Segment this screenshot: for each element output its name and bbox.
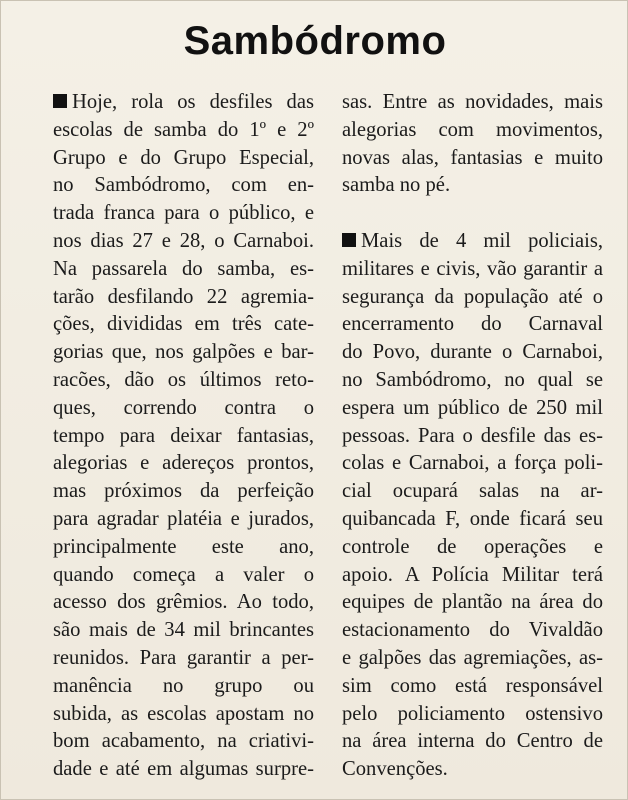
text-line: dade e até em algumas surpre- bbox=[53, 758, 314, 781]
column-right bbox=[342, 89, 603, 789]
text-line: cial ocupará salas na ar- bbox=[342, 480, 603, 503]
text-line: pessoas. Para o desfile das es- bbox=[342, 424, 603, 447]
text-line: racões, dão os últimos reto- bbox=[53, 368, 314, 391]
text-line: equipes de plantão na área do bbox=[342, 591, 603, 614]
text-line: espera um público de 250 mil bbox=[342, 396, 603, 419]
text-line: quibancada F, onde ficará seu bbox=[342, 507, 603, 530]
text-line: e galpões das agremiações, as- bbox=[342, 646, 603, 669]
text-line: gorias que, nos galpões e bar- bbox=[53, 341, 314, 364]
text-line: apoio. A Polícia Militar terá bbox=[342, 563, 603, 586]
text-line: samba no pé. bbox=[342, 174, 451, 197]
headline: Sambódromo bbox=[183, 19, 447, 63]
bullet-square-icon bbox=[53, 94, 67, 108]
text-line: ques, correndo contra o bbox=[53, 396, 314, 419]
article-body bbox=[53, 89, 603, 789]
text-line: para agradar platéia e jurados, bbox=[53, 507, 314, 530]
text-line: bom acabamento, na criativi- bbox=[53, 730, 314, 753]
text-line: alegorias e adereços prontos, bbox=[53, 452, 314, 475]
text-line bbox=[53, 89, 314, 117]
text-line bbox=[342, 228, 603, 256]
text-line: escolas de samba do 1º e 2º bbox=[53, 118, 314, 141]
text-line: encerramento do Carnaval bbox=[342, 313, 603, 336]
text-line: alegorias com movimentos, bbox=[342, 118, 603, 141]
text-line: reunidos. Para garantir a per- bbox=[53, 646, 314, 669]
text-line: sas. Entre as novidades, mais bbox=[342, 91, 603, 113]
text-line: Grupo e do Grupo Especial, bbox=[53, 146, 314, 169]
text-line-content: Hoje, rola os desfiles das bbox=[72, 91, 314, 113]
text-line: trada franca para o público, e bbox=[53, 202, 314, 225]
column-left bbox=[53, 89, 314, 789]
text-line: pelo policiamento ostensivo bbox=[342, 702, 603, 725]
text-line: controle de operações e bbox=[342, 535, 603, 558]
text-line: no Sambódromo, no qual se bbox=[342, 368, 603, 391]
text-line: no Sambódromo, com en- bbox=[53, 174, 314, 197]
text-line: militares e civis, vão garantir a bbox=[342, 257, 603, 280]
text-line: na área interna do Centro de bbox=[342, 730, 603, 753]
text-line: principalmente este ano, bbox=[53, 535, 314, 558]
text-line: manência no grupo ou bbox=[53, 674, 314, 697]
text-line: tarão desfilando 22 agremia- bbox=[53, 285, 314, 308]
bullet-square-icon bbox=[342, 233, 356, 247]
text-line: acesso dos grêmios. Ao todo, bbox=[53, 591, 314, 614]
text-line: Na passarela do samba, es- bbox=[53, 257, 314, 280]
text-line: ções, divididas em três cate- bbox=[53, 313, 314, 336]
text-line: sim como está responsável bbox=[342, 674, 603, 697]
text-line: são mais de 34 mil brincantes bbox=[53, 619, 314, 642]
text-line: subida, as escolas apostam no bbox=[53, 702, 314, 725]
text-line: segurança da população até o bbox=[342, 285, 603, 308]
text-line: do Povo, durante o Carnaboi, bbox=[342, 341, 603, 364]
text-line: estacionamento do Vivaldão bbox=[342, 619, 603, 642]
text-line: novas alas, fantasias e muito bbox=[342, 146, 603, 169]
text-line: quando começa a valer o bbox=[53, 563, 314, 586]
text-line: Convenções. bbox=[342, 758, 448, 781]
text-line: tempo para deixar fantasias, bbox=[53, 424, 314, 447]
text-line: mas próximos da perfeição bbox=[53, 480, 314, 503]
text-line-content: Mais de 4 mil policiais, bbox=[361, 229, 603, 252]
paragraph-gap bbox=[342, 200, 603, 228]
text-line: nos dias 27 e 28, o Carnaboi. bbox=[53, 229, 314, 252]
text-line: colas e Carnaboi, a força poli- bbox=[342, 452, 603, 475]
